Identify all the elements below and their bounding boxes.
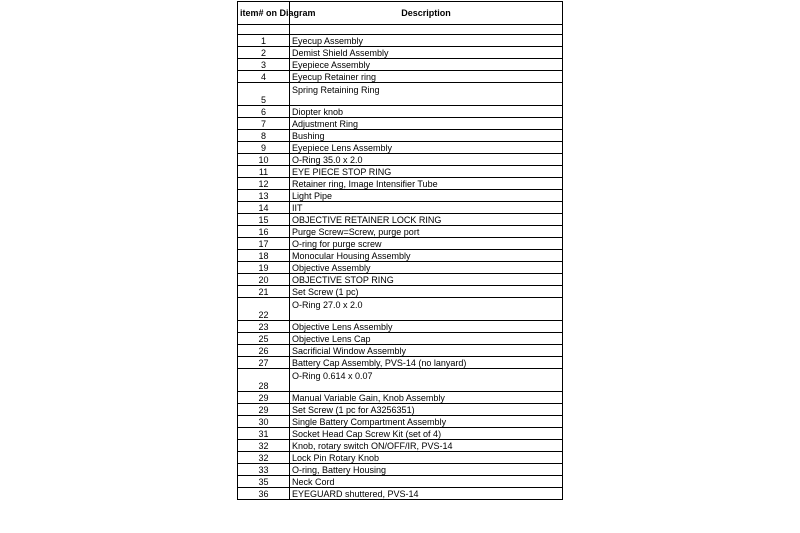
item-number-cell: 16 [238, 226, 290, 238]
table-row [238, 202, 563, 214]
item-number-cell: 29 [238, 404, 290, 416]
table-row [238, 452, 563, 464]
table-row [238, 83, 563, 106]
table-row [238, 262, 563, 274]
description-cell: Set Screw (1 pc for A3256351) [290, 404, 563, 416]
description-cell: Light Pipe [290, 190, 563, 202]
table-row [238, 142, 563, 154]
item-number-cell: 31 [238, 428, 290, 440]
description-cell: Eyepiece Lens Assembly [290, 142, 563, 154]
table-row [238, 59, 563, 71]
description-cell: Set Screw (1 pc) [290, 286, 563, 298]
item-number-cell: 6 [238, 106, 290, 118]
item-number-cell: 12 [238, 178, 290, 190]
table-row [238, 369, 563, 392]
item-number-cell: 30 [238, 416, 290, 428]
description-header: Description [290, 2, 563, 25]
item-number-cell: 13 [238, 190, 290, 202]
item-number-cell: 20 [238, 274, 290, 286]
description-cell: EYE PIECE STOP RING [290, 166, 563, 178]
table-row [238, 476, 563, 488]
item-number-cell: 5 [238, 83, 290, 106]
table-row [238, 488, 563, 500]
description-cell: Retainer ring, Image Intensifier Tube [290, 178, 563, 190]
description-cell: O-ring for purge screw [290, 238, 563, 250]
description-cell: Eyecup Retainer ring [290, 71, 563, 83]
item-number-cell: 14 [238, 202, 290, 214]
table-row [238, 25, 563, 35]
item-number-cell: 36 [238, 488, 290, 500]
table-row [238, 250, 563, 262]
description-cell: Knob, rotary switch ON/OFF/IR, PVS-14 [290, 440, 563, 452]
description-cell: Neck Cord [290, 476, 563, 488]
description-cell: Sacrificial Window Assembly [290, 345, 563, 357]
description-cell: OBJECTIVE RETAINER LOCK RING [290, 214, 563, 226]
description-cell: Manual Variable Gain, Knob Assembly [290, 392, 563, 404]
item-number-cell [238, 25, 290, 35]
item-number-cell: 32 [238, 452, 290, 464]
table-row [238, 226, 563, 238]
table-row [238, 298, 563, 321]
description-cell: Eyepiece Assembly [290, 59, 563, 71]
description-cell: Purge Screw=Screw, purge port [290, 226, 563, 238]
table-row [238, 214, 563, 226]
item-number-cell: 35 [238, 476, 290, 488]
item-number-cell: 19 [238, 262, 290, 274]
item-number-cell: 23 [238, 321, 290, 333]
table-row [238, 35, 563, 47]
description-cell: OBJECTIVE STOP RING [290, 274, 563, 286]
table-row [238, 178, 563, 190]
description-cell: Objective Lens Cap [290, 333, 563, 345]
table-row [238, 130, 563, 142]
table-row [238, 190, 563, 202]
table-row [238, 286, 563, 298]
table-row [238, 345, 563, 357]
table-row [238, 428, 563, 440]
description-cell: O-ring, Battery Housing [290, 464, 563, 476]
item-number-header: item# on Diagram [238, 2, 290, 25]
description-cell: Spring Retaining Ring [290, 83, 563, 106]
item-number-cell: 11 [238, 166, 290, 178]
table-row [238, 357, 563, 369]
table-row [238, 321, 563, 333]
table-row [238, 154, 563, 166]
table-row [238, 404, 563, 416]
description-cell: Objective Assembly [290, 262, 563, 274]
item-number-cell: 33 [238, 464, 290, 476]
description-cell: Diopter knob [290, 106, 563, 118]
item-number-cell: 4 [238, 71, 290, 83]
item-number-cell: 32 [238, 440, 290, 452]
parts-list-table [237, 1, 563, 500]
item-number-cell: 26 [238, 345, 290, 357]
description-cell [290, 25, 563, 35]
item-number-cell: 15 [238, 214, 290, 226]
description-cell: Socket Head Cap Screw Kit (set of 4) [290, 428, 563, 440]
item-number-cell: 1 [238, 35, 290, 47]
item-number-cell: 21 [238, 286, 290, 298]
table-row [238, 333, 563, 345]
description-cell: Eyecup Assembly [290, 35, 563, 47]
item-number-cell: 29 [238, 392, 290, 404]
table-row [238, 416, 563, 428]
table-body [238, 25, 563, 500]
description-cell: Monocular Housing Assembly [290, 250, 563, 262]
table-row [238, 440, 563, 452]
description-cell: Adjustment Ring [290, 118, 563, 130]
description-cell: O-Ring 0.614 x 0.07 [290, 369, 563, 392]
table-row [238, 71, 563, 83]
table-header-row [238, 2, 563, 25]
item-number-cell: 2 [238, 47, 290, 59]
table-row [238, 274, 563, 286]
description-cell: Single Battery Compartment Assembly [290, 416, 563, 428]
table-row [238, 392, 563, 404]
description-cell: Lock Pin Rotary Knob [290, 452, 563, 464]
table-row [238, 166, 563, 178]
table-row [238, 47, 563, 59]
description-cell: IIT [290, 202, 563, 214]
item-number-cell: 28 [238, 369, 290, 392]
item-number-cell: 27 [238, 357, 290, 369]
table-row [238, 106, 563, 118]
item-number-cell: 22 [238, 298, 290, 321]
description-cell: Demist Shield Assembly [290, 47, 563, 59]
description-cell: Bushing [290, 130, 563, 142]
item-number-cell: 25 [238, 333, 290, 345]
table-row [238, 238, 563, 250]
description-cell: EYEGUARD shuttered, PVS-14 [290, 488, 563, 500]
item-number-cell: 7 [238, 118, 290, 130]
table-row [238, 464, 563, 476]
item-number-cell: 17 [238, 238, 290, 250]
item-number-cell: 3 [238, 59, 290, 71]
item-number-cell: 8 [238, 130, 290, 142]
description-cell: O-Ring 27.0 x 2.0 [290, 298, 563, 321]
table-row [238, 118, 563, 130]
description-cell: Objective Lens Assembly [290, 321, 563, 333]
item-number-cell: 10 [238, 154, 290, 166]
description-cell: Battery Cap Assembly, PVS-14 (no lanyard) [290, 357, 563, 369]
item-number-cell: 18 [238, 250, 290, 262]
description-cell: O-Ring 35.0 x 2.0 [290, 154, 563, 166]
item-number-cell: 9 [238, 142, 290, 154]
